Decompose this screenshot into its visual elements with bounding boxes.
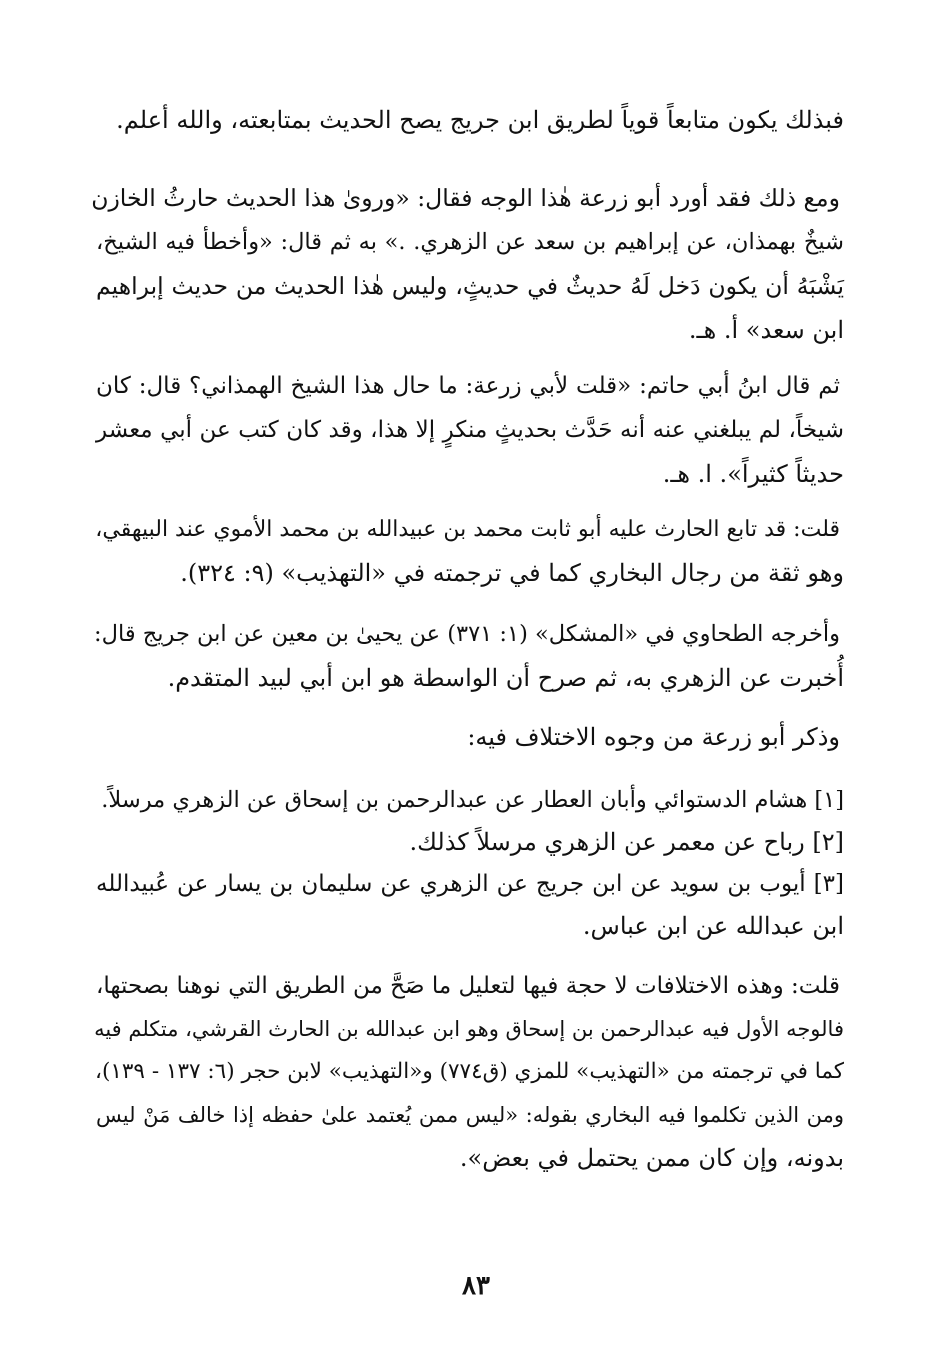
- text-line: ابن سعد» أ. هـ.: [688, 316, 844, 344]
- text-line: قلت: قد تابع الحارث عليه أبو ثابت محمد بن عبيدالله بن محمد الأموي عند البيهقي،: [95, 517, 840, 542]
- text-line: فبذلك يكون متابعاً قوياً لطريق ابن جريج يصح الحديث بمتابعته، والله أعلم.: [116, 106, 844, 134]
- text-line: ومع ذلك فقد أورد أبو زرعة هٰذا الوجه فقال: «وروىٰ هذا الحديث حارثُ الخازن: [91, 184, 840, 212]
- text-line: وهو ثقة من رجال البخاري كما في ترجمته في «التهذيب» (٩: ٣٢٤).: [180, 559, 844, 587]
- text-line: بدونه، وإن كان ممن يحتمل في بعض».: [459, 1144, 844, 1172]
- list-item: [٢] رباح عن معمر عن الزهري مرسلاً كذلك.: [409, 828, 844, 856]
- text-line: حديثاً كثيراً». ا. هـ.: [662, 460, 844, 488]
- text-line: ثم قال ابنُ أبي حاتم: «قلت لأبي زرعة: ما حال هذا الشيخ الهمذاني؟ قال: كان: [96, 373, 840, 399]
- text-line: يَشْبَهُ أن يكون دَخل لَهُ حديثٌ في حديثٍ، وليس هٰذا الحديث من حديث إبراهيم: [96, 272, 844, 300]
- text-line: وذكر أبو زرعة من وجوه الاختلاف فيه:: [467, 723, 840, 751]
- text-line: شيخاً، لم يبلغني عنه أنه حَدَّث بحديثٍ منكرٍ إلا هذا، وقد كان كتب عن أبي معشر: [96, 417, 844, 443]
- text-line: فالوجه الأول فيه عبدالرحمن بن إسحاق وهو ابن عبدالله بن الحارث القرشي، متكلم فيه: [94, 1017, 844, 1041]
- text-line: شيخٌ بهمذان، عن إبراهيم بن سعد عن الزهري. .» به ثم قال: «وأخطأ فيه الشيخ،: [96, 229, 844, 255]
- text-line: ومن الذين تكلموا فيه البخاري بقوله: «ليس ممن يُعتمد علىٰ حفظه إذا خالف مَنْ ليس: [96, 1103, 844, 1127]
- text-line: قلت: وهذه الاختلافات لا حجة فيها لتعليل ما صَحَّ من الطريق التي نوهنا بصحتها،: [96, 973, 840, 999]
- page-number: ٨٣: [462, 1271, 490, 1301]
- list-item: [٣] أيوب بن سويد عن ابن جريج عن الزهري عن سليمان بن يسار عن عُبيدالله: [96, 871, 844, 897]
- text-line: أُخبرت عن الزهري به، ثم صرح أن الواسطة هو ابن أبي لبيد المتقدم.: [167, 664, 844, 692]
- list-item: [١] هشام الدستوائي وأبان العطار عن عبدالرحمن بن إسحاق عن الزهري مرسلاً.: [101, 787, 844, 813]
- text-line: كما في ترجمته من «التهذيب» للمزي (ق٧٧٤) و«التهذيب» لابن حجر (٦: ١٣٧ - ١٣٩)،: [95, 1059, 844, 1084]
- text-line: ابن عبدالله عن ابن عباس.: [582, 912, 844, 940]
- text-line: وأخرجه الطحاوي في «المشكل» (١: ٣٧١) عن يحيىٰ بن معين عن ابن جريج قال:: [94, 621, 840, 647]
